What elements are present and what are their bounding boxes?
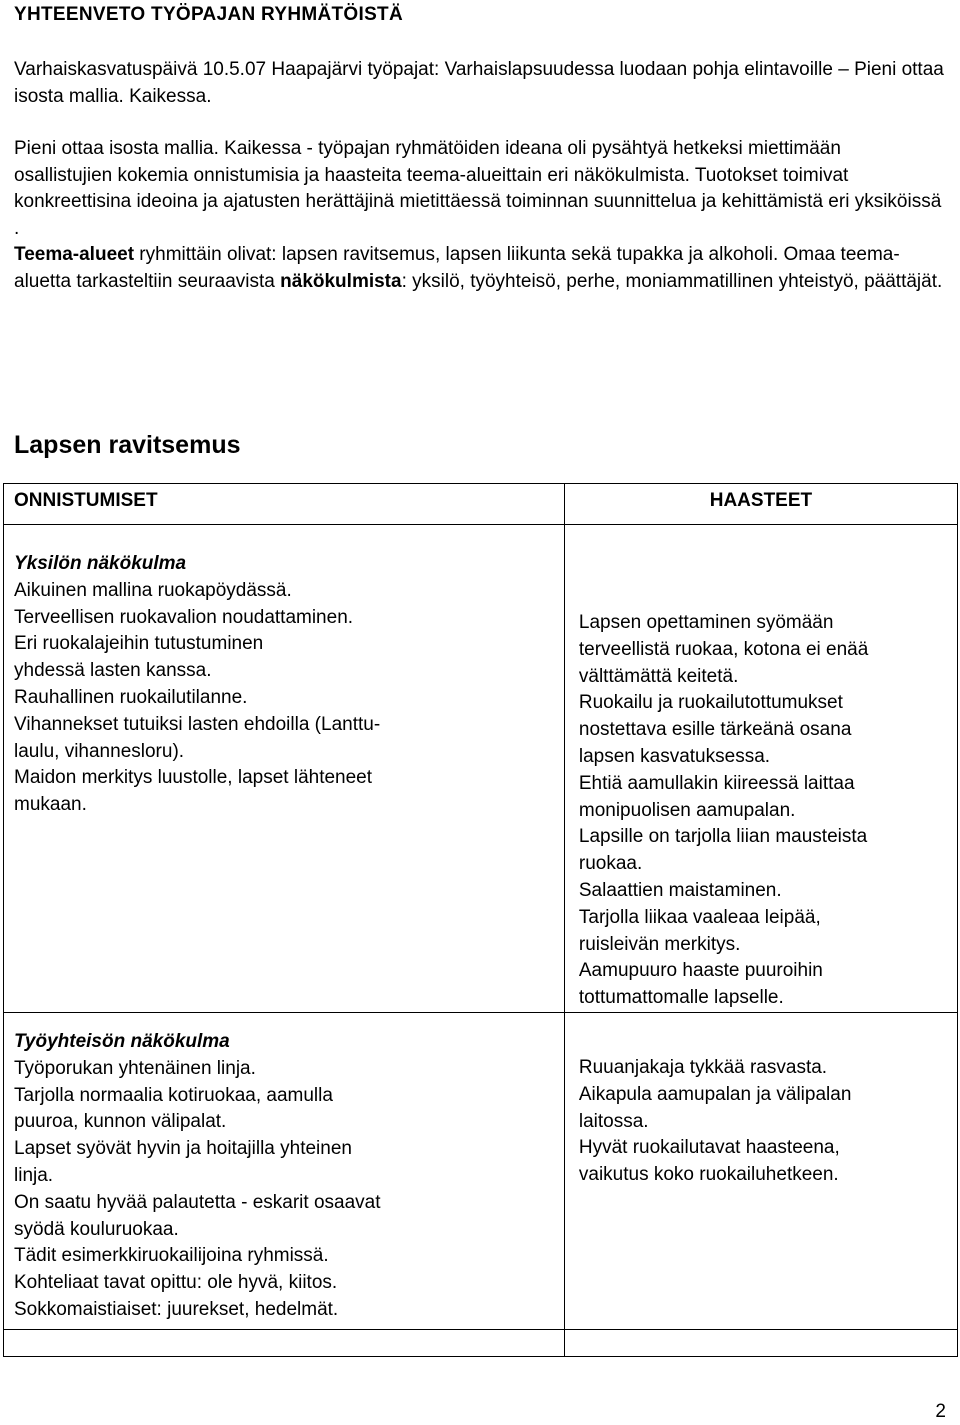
list-item: Kohteliaat tavat opittu: ole hyvä, kiitos. [14,1272,338,1294]
list-item: tottumattomalle lapselle. [578,987,784,1009]
header-challenges: HAASTEET [564,484,957,525]
list-item: Salaattien maistaminen. [578,879,782,901]
section-heading: Lapsen ravitsemus [14,431,241,459]
list-item: linja. [14,1164,54,1186]
intro-dot: . [14,217,20,239]
perspectives-label: näkökulmista [280,270,402,292]
list-item: ruisleivän merkitys. [578,933,741,955]
list-item: puuroa, kunnon välipalat. [14,1111,227,1133]
list-item: Ruuanjakaja tykkää rasvasta. [578,1056,828,1078]
workplace-challenges-list [579,1055,957,1189]
intro-paragraph-2: Pieni ottaa isosta mallia. Kaikessa - työpajan ryhmätöiden ideana oli pysähtyä hetkeksi miettimään osallistujien kokemia onnistumisia ja haasteita teema-alueittain eri näkökulmista. Tuotokset toimivat konkreettisina ideoina ja ajatusten herättäjinä mietittäessä toiminnan suunnittelua ja kehittämistä eri yksiköissä [14,138,942,212]
theme-areas-text: ryhmittäin olivat: lapsen ravitsemus, lapsen liikunta sekä tupakka ja alkoholi. Omaa teema-aluetta tarkasteltiin seuraavista [14,244,900,292]
table-empty-row [4,1329,958,1356]
list-item: Lapset syövät hyvin ja hoitajilla yhteinen [14,1138,352,1160]
list-item: syödä kouluruokaa. [14,1218,179,1240]
list-item: Rauhallinen ruokailutilanne. [14,686,248,708]
header-successes: ONNISTUMISET [4,484,565,525]
perspective-individual: Yksilön näkökulma [14,553,187,574]
workplace-successes-list [14,1056,564,1324]
workplace-successes-cell [4,1012,565,1329]
list-item: laitossa. [578,1110,649,1132]
list-item: Tarjolla normaalia kotiruokaa, aamulla [14,1084,333,1106]
table-header-row [4,484,958,525]
workplace-challenges-cell [564,1012,957,1329]
list-item: Lapsille on tarjolla liian mausteista [578,826,868,848]
list-item: Terveellisen ruokavalion noudattaminen. [14,606,354,628]
list-item: välttämättä keitetä. [578,665,739,687]
list-item: yhdessä lasten kanssa. [14,660,212,682]
list-item: Vihannekset tutuiksi lasten ehdoilla (Lanttu- [14,713,381,735]
results-table [3,483,958,1357]
individual-challenges-cell [564,525,957,1013]
perspectives-text: : yksilö, työyhteisö, perhe, moniammatillinen yhteistyö, päättäjät. [401,270,943,292]
table-row-individual [4,525,958,1013]
list-item: Hyvät ruokailutavat haasteena, [578,1137,840,1159]
list-item: Aikuinen mallina ruokapöydässä. [14,579,292,601]
list-item: Ruokailu ja ruokailutottumukset [578,692,843,714]
list-item: Sokkomaistiaiset: juurekset, hedelmät. [14,1298,339,1320]
list-item: vaikutus koko ruokailuhetkeen. [578,1164,839,1186]
empty-cell-right [564,1329,957,1356]
page-number: 2 [935,1401,946,1422]
intro-text [14,57,944,295]
list-item: monipuolisen aamupalan. [578,799,796,821]
list-item: ruokaa. [578,853,643,875]
list-item: Aamupuuro haaste puuroihin [578,960,823,982]
list-item: terveellistä ruokaa, kotona ei enää [578,638,869,660]
list-item: mukaan. [14,794,87,816]
list-item: Aikapula aamupalan ja välipalan [578,1083,852,1105]
list-item: nostettava esille tärkeänä osana [578,719,852,741]
document-title: YHTEENVETO TYÖPAJAN RYHMÄTÖISTÄ [14,4,403,25]
list-item: Ehtiä aamullakin kiireessä laittaa [578,772,855,794]
list-item: Tädit esimerkkiruokailijoina ryhmissä. [14,1245,329,1267]
intro-paragraph-3 [14,216,944,296]
list-item: On saatu hyvää palautetta - eskarit osaavat [14,1191,381,1213]
perspective-workplace: Työyhteisön näkökulma [14,1030,230,1052]
table-row-workplace [4,1012,958,1329]
theme-areas-label: Teema-alueet [14,244,135,265]
individual-successes-list [14,578,564,819]
empty-cell-left [4,1329,565,1356]
individual-challenges-list [579,610,957,1012]
list-item: Tarjolla liikaa vaaleaa leipää, [578,906,821,928]
list-item: Eri ruokalajeihin tutustuminen [14,633,264,655]
list-item: laulu, vihannesloru). [14,740,185,762]
list-item: Lapsen opettaminen syömään [578,612,834,633]
list-item: Maidon merkitys luustolle, lapset lähteneet [14,767,373,789]
individual-successes-cell [4,525,565,1013]
intro-paragraph-1: Varhaiskasvatuspäivä 10.5.07 Haapajärvi työpajat: Varhaislapsuudessa luodaan pohja elintavoille – Pieni ottaa isosta mallia. Kaikessa. [14,59,944,107]
list-item: lapsen kasvatuksessa. [578,745,771,767]
list-item: Työporukan yhtenäinen linja. [14,1057,256,1079]
